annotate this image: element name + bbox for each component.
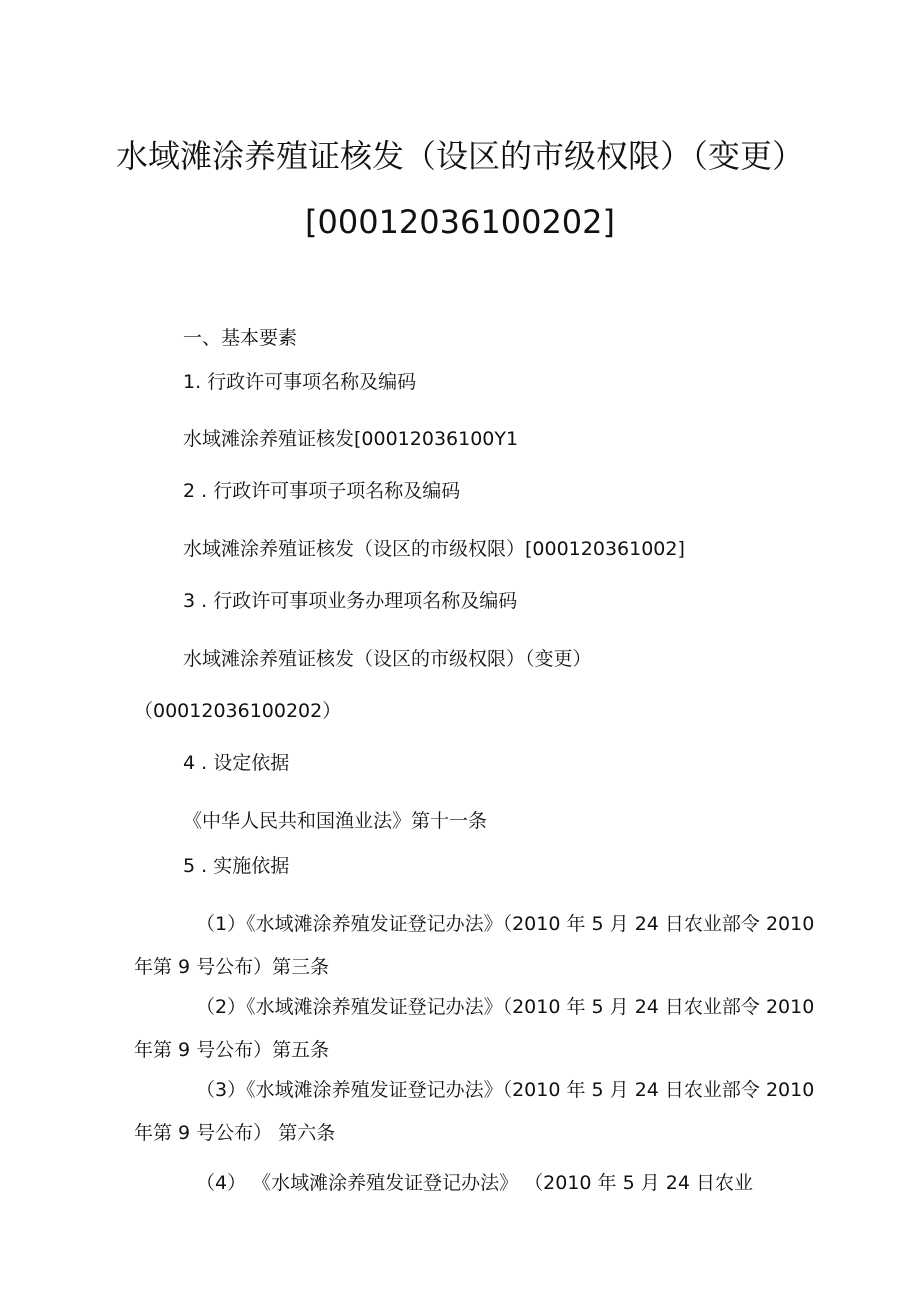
item-4-value: 《中华人民共和国渔业法》第十一条 (183, 810, 488, 832)
item-2-value: 水域滩涂养殖证核发（设区的市级权限）[000120361002] (183, 538, 685, 560)
item-1-value: 水域滩涂养殖证核发[00012036100Y1 (183, 428, 519, 450)
basis-2-line-1: （2）《水域滩涂养殖发证登记办法》（2010 年 5 月 24 日农业部令 2010 (196, 996, 815, 1018)
basis-1-line-2: 年第 9 号公布）第三条 (134, 956, 330, 978)
document-title-code: [00012036100202] (305, 203, 615, 241)
item-3-label: 3 . 行政许可事项业务办理项名称及编码 (183, 590, 518, 612)
item-1-label: 1. 行政许可事项名称及编码 (183, 371, 417, 393)
basis-3-line-1: （3）《水域滩涂养殖发证登记办法》（2010 年 5 月 24 日农业部令 2010 (196, 1079, 815, 1101)
basis-3-line-2: 年第 9 号公布） 第六条 (134, 1122, 336, 1144)
item-2-label: 2 . 行政许可事项子项名称及编码 (183, 480, 461, 502)
document-title-line-1: 水域滩涂养殖证核发（设区的市级权限）（变更） (115, 137, 804, 175)
basis-1-line-1: （1）《水域滩涂养殖发证登记办法》（2010 年 5 月 24 日农业部令 2010 (196, 913, 815, 935)
section-heading-basic-elements: 一、基本要素 (183, 327, 298, 349)
basis-4-line-1: （4） 《水域滩涂养殖发证登记办法》 （2010 年 5 月 24 日农业 (196, 1172, 753, 1194)
item-3-value-line-2: （00012036100202） (134, 700, 342, 722)
item-3-value-line-1: 水域滩涂养殖证核发（设区的市级权限）（变更） (183, 648, 592, 670)
item-4-label: 4 . 设定依据 (183, 752, 290, 774)
basis-2-line-2: 年第 9 号公布）第五条 (134, 1039, 330, 1061)
item-5-label: 5 . 实施依据 (183, 855, 290, 877)
